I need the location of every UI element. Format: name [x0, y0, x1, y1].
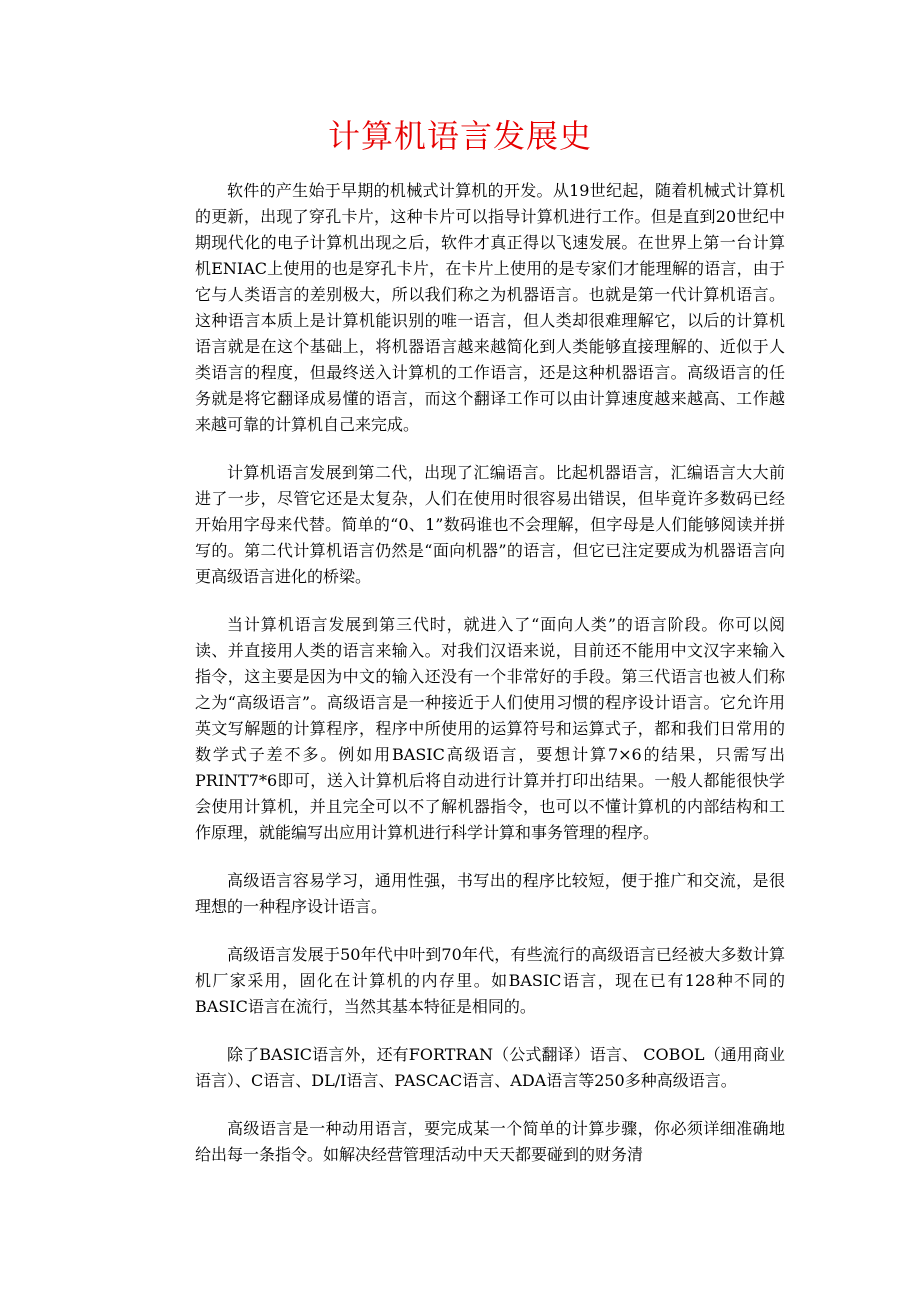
- paragraph-1: 软件的产生始于早期的机械式计算机的开发。从19世纪起，随着机械式计算机的更新，出现了穿孔卡片，这种卡片可以指导计算机进行工作。但是直到20世纪中期现代化的电子计算机出现之后，软件才真正得以飞速发展。在世界上第一台计算机ENIAC上使用的也是穿孔卡片，在卡片上使用的是专家们才能理解的语言，由于它与人类语言的差别极大，所以我们称之为机器语言。也就是第一代计算机语言。这种语言本质上是计算机能识别的唯一语言，但人类却很难理解它，以后的计算机语言就是在这个基础上，将机器语言越来越简化到人类能够直接理解的、近似于人类语言的程度，但最终送入计算机的工作语言，还是这种机器语言。高级语言的任务就是将它翻译成易懂的语言，而这个翻译工作可以由计算速度越来越高、工作越来越可靠的计算机自己来完成。: [195, 181, 785, 434]
- paragraph-5: 高级语言发展于50年代中叶到70年代，有些流行的高级语言已经被大多数计算机厂家采用，固化在计算机的内存里。如BASIC语言，现在已有128种不同的 BASIC语言在流行，当然其基本特征是相同的。: [195, 945, 785, 1016]
- page-title: 计算机语言发展史: [327, 117, 592, 155]
- paragraph-4: 高级语言容易学习，通用性强，书写出的程序比较短，便于推广和交流，是很理想的一种程序设计语言。: [195, 871, 785, 916]
- paragraph-2: 计算机语言发展到第二代，出现了汇编语言。比起机器语言，汇编语言大大前进了一步，尽管它还是太复杂，人们在使用时很容易出错误，但毕竟许多数码已经开始用字母来代替。简单的“0、1”数码谁也不会理解，但字母是人们能够阅读并拼写的。第二代计算机语言仍然是“面向机器”的语言，但它已注定要成为机器语言向更高级语言进化的桥梁。: [195, 463, 785, 586]
- document-body: [195, 178, 785, 1190]
- paragraph-7: 高级语言是一种动用语言，要完成某一个简单的计算步骤，你必须详细准确地给出每一条指令。如解决经营管理活动中天天都要碰到的财务清: [195, 1119, 785, 1164]
- paragraph-3: 当计算机语言发展到第三代时，就进入了“面向人类”的语言阶段。你可以阅读、并直接用人类的语言来输入。对我们汉语来说，目前还不能用中文汉字来输入指令，这主要是因为中文的输入还没有一个非常好的手段。第三代语言也被人们称之为“高级语言”。高级语言是一种接近于人们使用习惯的程序设计语言。它允许用英文写解题的计算程序，程序中所使用的运算符号和运算式子，都和我们日常用的数学式子差不多。例如用BASIC高级语言，要想计算7×6的结果，只需写出 PRINT7*6即可，送入计算机后将自动进行计算并打印出结果。一般人都能很快学会使用计算机，并且完全可以不了解机器指令，也可以不懂计算机的内部结构和工作原理，就能编写出应用计算机进行科学计算和事务管理的程序。: [195, 615, 785, 842]
- paragraph-6: 除了BASIC语言外，还有FORTRAN（公式翻译）语言、 COBOL（通用商业语言）、C语言、DL/I语言、PASCAC语言、ADA语言等250多种高级语言。: [195, 1045, 785, 1090]
